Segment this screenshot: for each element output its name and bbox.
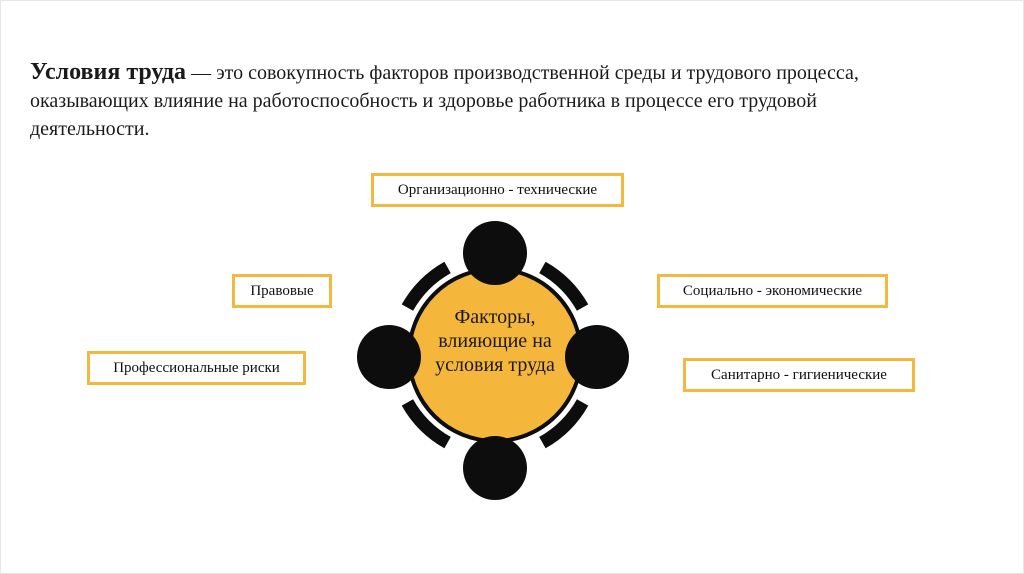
factor-social-box: Социально - экономические — [657, 274, 888, 308]
factor-sanitary-box: Санитарно - гигиенические — [683, 358, 915, 392]
factor-legal-box: Правовые — [232, 274, 332, 308]
factor-risks-box: Профессиональные риски — [87, 351, 306, 385]
node-top — [463, 221, 527, 285]
center-label: Факторы, влияющие на условия труда — [435, 306, 555, 376]
definition-term: Условия труда — [30, 59, 187, 85]
node-bottom — [463, 436, 527, 500]
definition-paragraph — [30, 58, 930, 143]
factor-organizational-box: Организационно - технические — [371, 173, 624, 207]
definition-text: — это совокупность факторов производственной среды и трудового процесса, оказывающих влияние на работоспособность и здоровье работника в процессе его трудовой деятельности. — [30, 62, 859, 140]
